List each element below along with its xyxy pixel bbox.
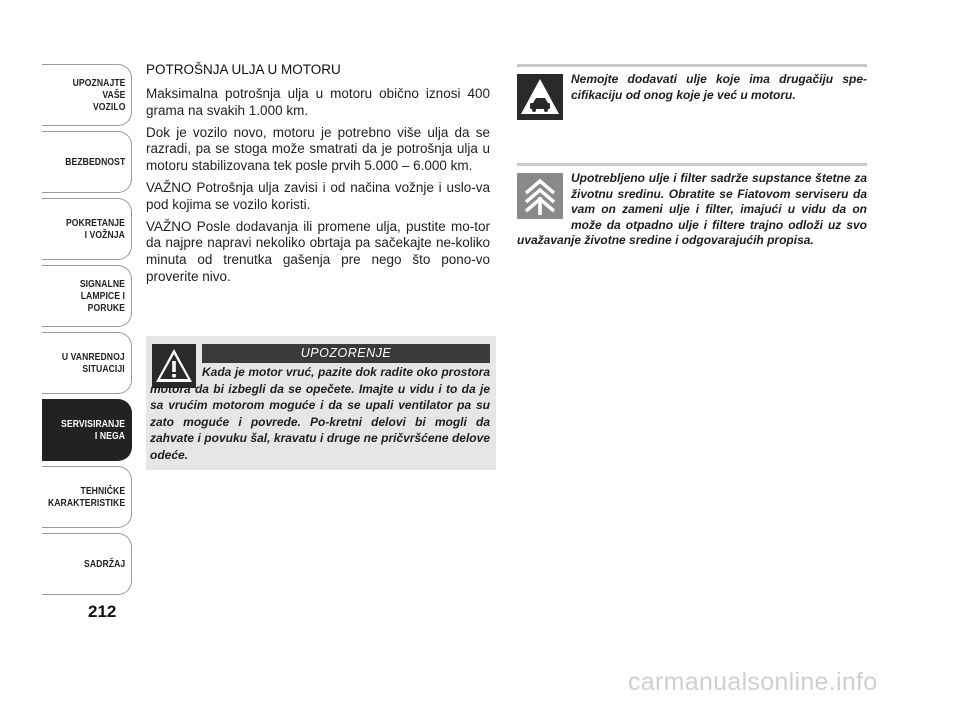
car-caution-icon: [517, 74, 563, 120]
sidebar-tab-servisiranje[interactable]: [42, 399, 132, 461]
note-text: Upotrebljeno ulje i filter sadrže supstance štetne za životnu sredinu. Obratite se Fiatovom serviseru da vam on zameni ulje i filter, imajući u vidu da on može da otpadno ulje i filtere trajno odloži uz svo uvažavanje životne sredine i odgovarajućih propisa.: [517, 171, 867, 247]
sidebar-tab-bezbednost[interactable]: [42, 131, 132, 193]
body-paragraph: Maksimalna potrošnja ulja u motoru obično iznosi 400 grama na svakih 1.000 km.: [146, 86, 490, 118]
sidebar-tab-label: TEHNIČKE KARAKTERISTIKE: [47, 485, 125, 509]
note-text: Nemojte dodavati ulje koje ima drugačiju spe-cifikaciju od onog koje je već u motoru.: [571, 72, 867, 102]
section-heading: POTROŠNJA ULJA U MOTORU: [146, 62, 341, 77]
warning-box: [146, 336, 496, 470]
warning-title: UPOZORENJE: [202, 344, 490, 363]
sidebar-tab-label: UPOZNAJTE VAŠE VOZILO: [72, 77, 125, 113]
environment-tree-icon: [517, 173, 563, 219]
sidebar-tab-upoznajte[interactable]: [42, 64, 132, 126]
main-content: [146, 62, 490, 291]
body-paragraph: VAŽNO Potrošnja ulja zavisi i od načina vožnje i uslo-va pod kojima se vozilo koristi.: [146, 179, 490, 212]
warning-text: Kada je motor vruć, pazite dok radite oko prostora motora da bi izbegli da se opečete. Imajte u vidu i to da je sa vrućim motorom moguće i da se upali ventilator pa su zato moguće i povrede. Po-kretni delovi bi mogli da zahvate i povuku šal, kravatu i druge ne pričvršćene delove odeće.: [150, 365, 490, 462]
divider: [517, 163, 867, 166]
sidebar-tab-label: SERVISIRANJE I NEGA: [61, 418, 125, 442]
sidebar-tab-tehnicke[interactable]: [42, 466, 132, 528]
page-number: 212: [88, 602, 117, 621]
sidebar-tab-sadrzaj[interactable]: [42, 533, 132, 595]
body-paragraph: VAŽNO Posle dodavanja ili promene ulja, pustite mo-tor da najpre napravi nekoliko obrtaja pa sačekajte ne-koliko minuta od trenutka gašenja pre nego što pono-vo proverite nivo.: [146, 218, 490, 284]
sidebar-tab-vanrednoj[interactable]: [42, 332, 132, 394]
sidebar-tab-label: SIGNALNE LAMPICE I PORUKE: [79, 278, 125, 314]
divider: [517, 64, 867, 67]
note-environment: [517, 171, 867, 249]
body-paragraph: Dok je vozilo novo, motoru je potrebno više ulja da se razradi, pa se stoga može smatrati da je potrošnja ulja u motoru stabilizovana tek posle prvih 5.000 – 6.000 km.: [146, 124, 490, 174]
sidebar-tab-label: POKRETANJE I VOŽNJA: [65, 217, 125, 241]
sidebar-tab-label: BEZBEDNOST: [64, 156, 125, 168]
watermark: carmanualsonline.info: [628, 668, 878, 696]
sidebar-tab-label: U VANREDNOJ SITUACIJI: [62, 351, 125, 375]
sidebar-tab-pokretanje[interactable]: [42, 198, 132, 260]
sidebar-tab-signalne[interactable]: [42, 265, 132, 327]
sidebar-tab-label: SADRŽAJ: [83, 558, 125, 570]
note-oil-spec: [517, 72, 867, 122]
